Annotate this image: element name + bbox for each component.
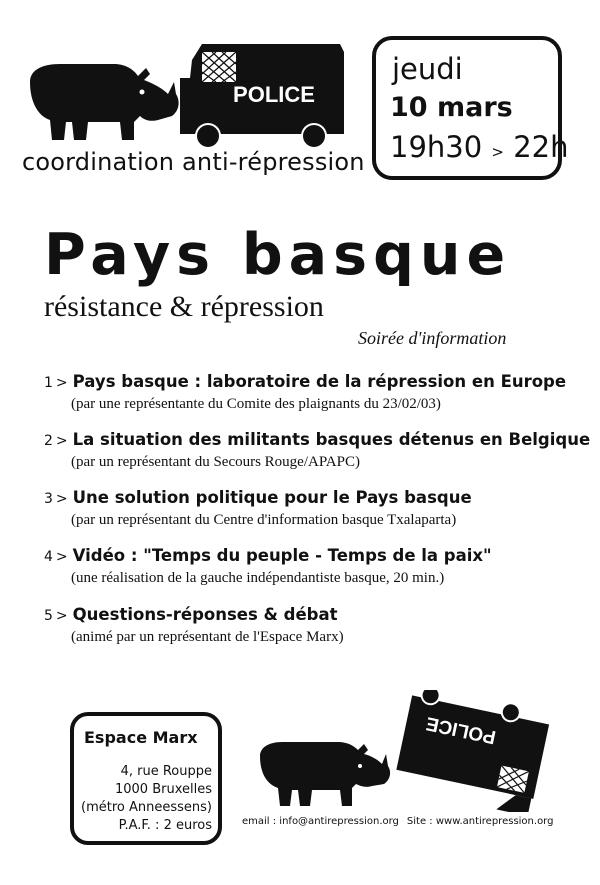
agenda-arrow: > (55, 549, 68, 565)
agenda-number: 3 (44, 491, 53, 507)
agenda-title: Questions-réponses & débat (72, 605, 338, 624)
toppled-police-truck-icon (393, 690, 552, 812)
time-end: 22h (513, 130, 569, 164)
organization-name: coordination anti-répression (22, 148, 365, 176)
rhino-toppled-truck-illustration (252, 690, 552, 812)
agenda-arrow: > (55, 375, 68, 391)
agenda-note: (par un représentant du Centre d'information basque Txalaparta) (71, 512, 457, 528)
event-date: 10 mars (390, 92, 513, 123)
agenda-number: 4 (44, 549, 53, 565)
venue-fee: P.A.F. : 2 euros (118, 818, 212, 833)
agenda-title: Vidéo : "Temps du peuple - Temps de la paix" (72, 546, 492, 565)
rhino-police-truck-illustration (22, 30, 352, 148)
agenda-arrow: > (55, 433, 68, 449)
toppled-truck-police-label: POLICE (424, 712, 498, 748)
agenda-note: (animé par un représentant de l'Espace Marx) (71, 629, 344, 645)
contact-line (242, 816, 553, 827)
agenda-note: (une réalisation de la gauche indépendantiste basque, 20 min.) (71, 570, 445, 586)
agenda-title: La situation des militants basques détenus en Belgique (72, 430, 591, 449)
agenda-note: (par un représentant du Secours Rouge/APAPC) (71, 454, 360, 470)
agenda-item (44, 488, 574, 529)
venue-metro: (métro Anneessens) (81, 800, 212, 815)
agenda-item (44, 546, 574, 587)
agenda-item (44, 430, 591, 471)
agenda-note: (par une représentante du Comite des plaignants du 23/02/03) (71, 396, 441, 412)
rhino-icon (30, 64, 179, 140)
agenda-number: 2 (44, 433, 53, 449)
contact-email: email : info@antirepression.org (242, 816, 399, 827)
event-title: Pays basque (44, 222, 512, 288)
event-time (390, 130, 568, 164)
agenda-arrow: > (55, 491, 68, 507)
agenda-arrow: > (55, 608, 68, 624)
event-day: jeudi (392, 52, 463, 86)
agenda-item (44, 605, 574, 646)
event-subtitle: résistance & répression (44, 290, 324, 323)
time-start: 19h30 (390, 130, 483, 164)
agenda-title: Pays basque : laboratoire de la répression en Europe (72, 372, 567, 391)
venue-name: Espace Marx (84, 728, 198, 747)
contact-site: Site : www.antirepression.org (406, 816, 554, 827)
rhino-icon (260, 742, 390, 806)
agenda-number: 1 (44, 375, 53, 391)
venue-address-street: 4, rue Rouppe (120, 764, 212, 779)
venue-address-city: 1000 Bruxelles (114, 782, 212, 797)
time-separator: > (491, 143, 504, 161)
agenda-number: 5 (44, 608, 53, 624)
agenda-title: Une solution politique pour le Pays basque (72, 488, 472, 507)
event-type: Soirée d'information (358, 328, 507, 348)
truck-police-label: POLICE (233, 82, 315, 107)
agenda-item (44, 372, 574, 413)
